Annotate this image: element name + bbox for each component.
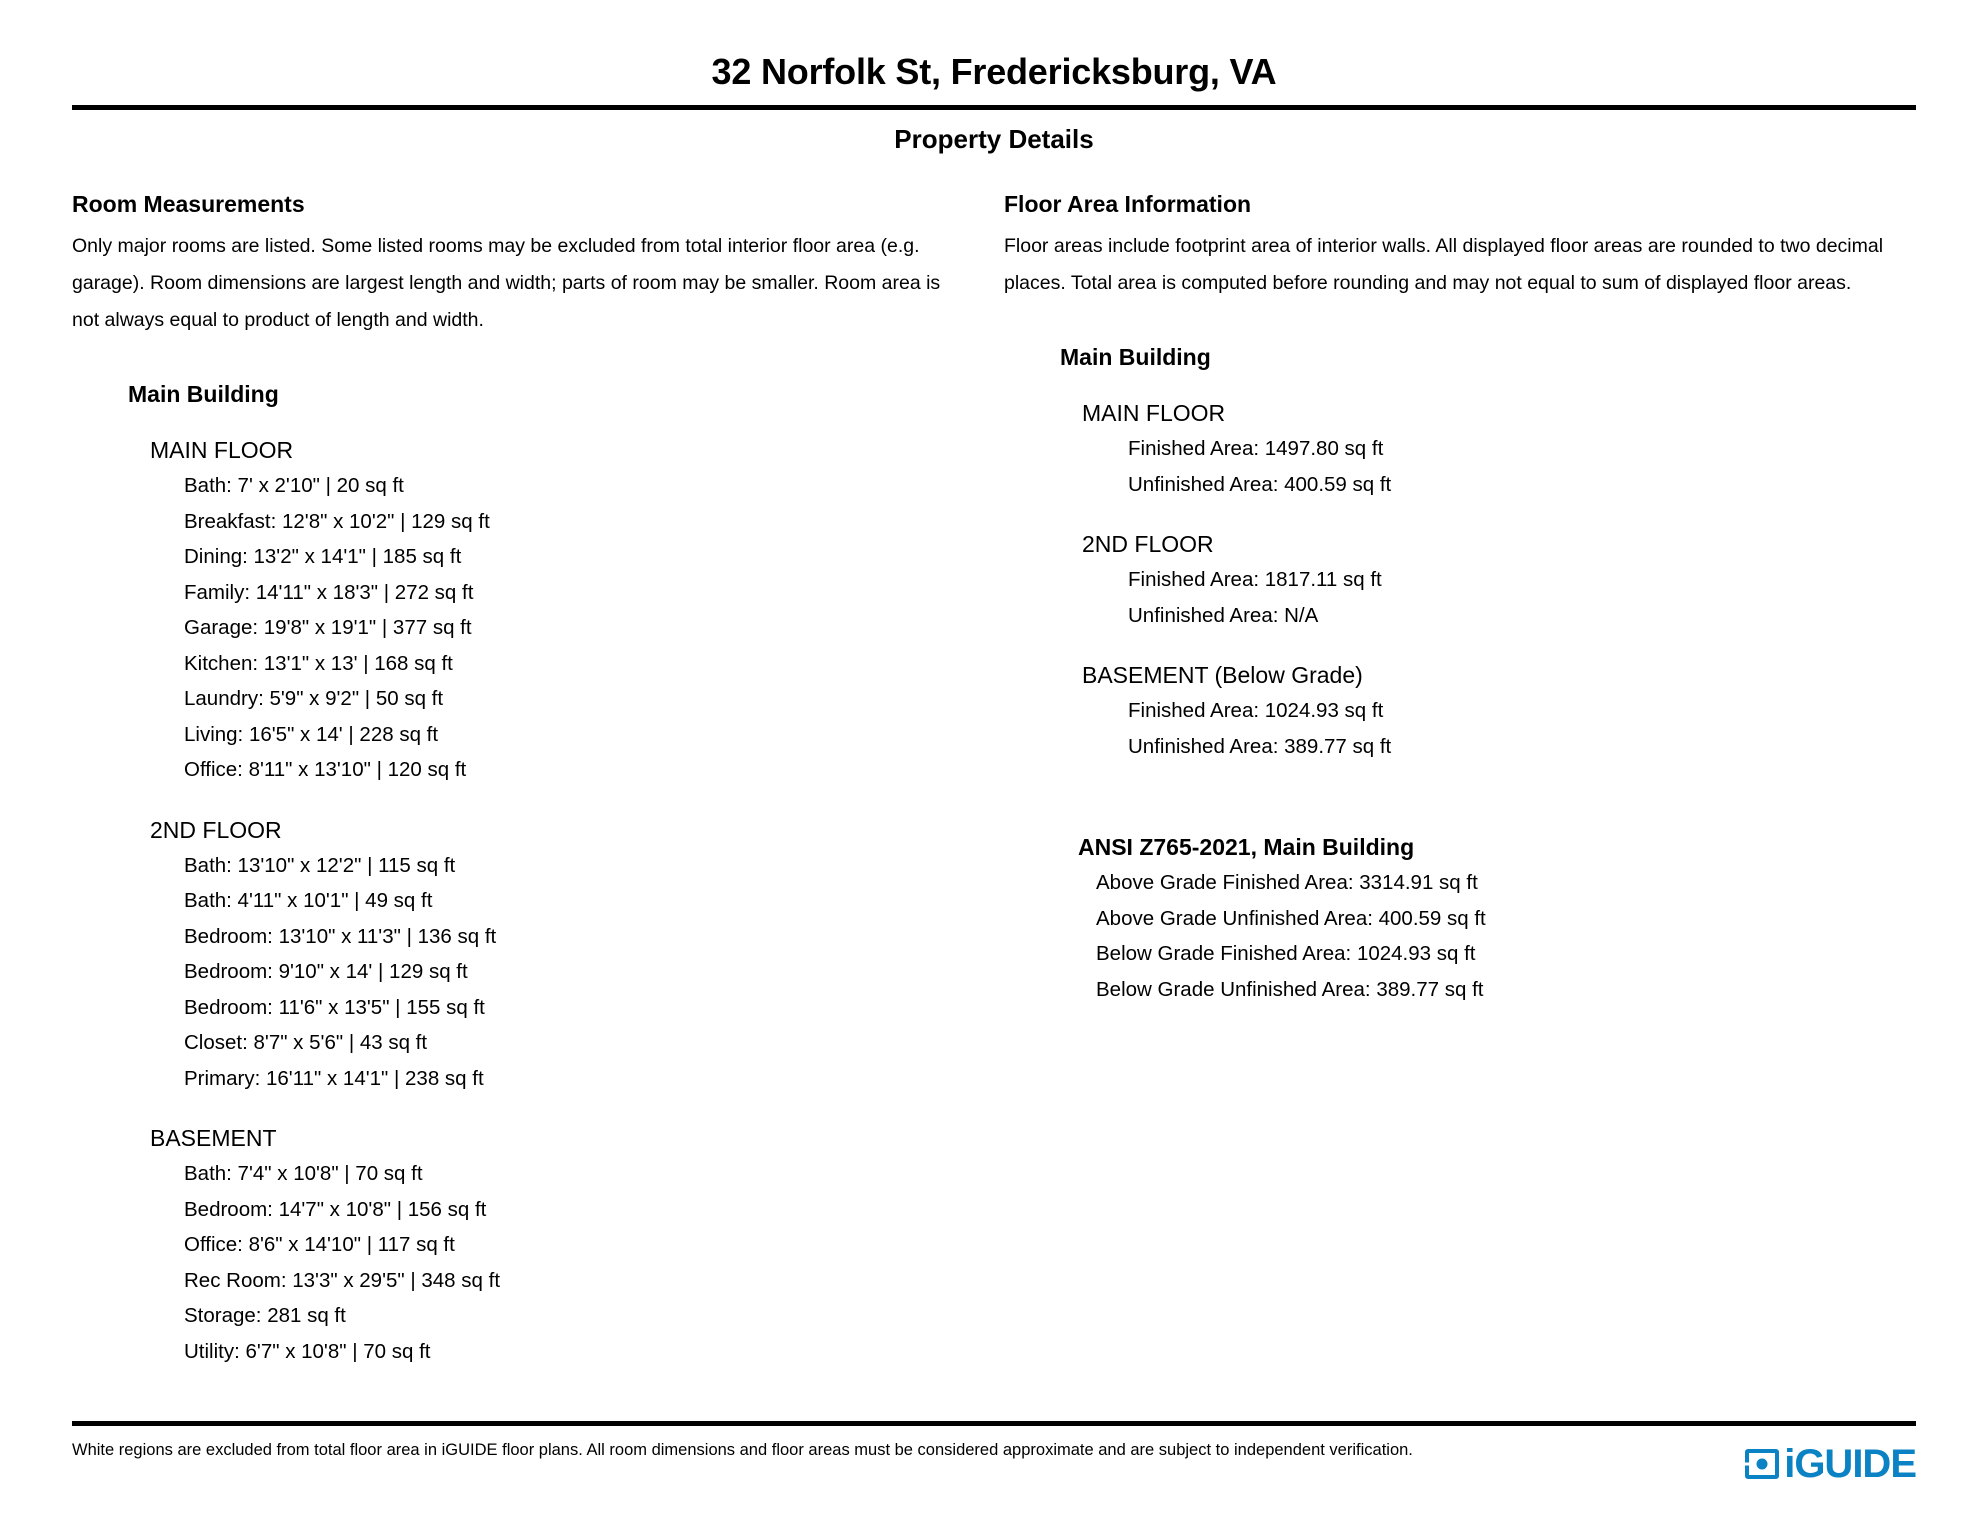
- floor-block-basement: [72, 1120, 954, 1369]
- floor-area-note: Floor areas include footprint area of interior walls. All displayed floor areas are rounded to two decimal places. Total area is computed before rounding and may not equal to sum of displayed floor areas.: [1004, 235, 1884, 295]
- area-item: Unfinished Area: 400.59 sq ft: [1128, 472, 1392, 496]
- room-item: Bath: 7'4" x 10'8" | 70 sq ft: [184, 1162, 423, 1186]
- page-subtitle: Property Details: [894, 123, 1094, 154]
- room-item: Office: 8'11" x 13'10" | 120 sq ft: [184, 758, 467, 782]
- area-item: Unfinished Area: 389.77 sq ft: [1128, 734, 1392, 758]
- floor-name: 2ND FLOOR: [1082, 531, 1214, 558]
- room-measurements-note: Only major rooms are listed. Some listed rooms may be excluded from total interior floor area (e.g. garage). Room dimensions are largest length and width; parts of room may be smaller. Room area is not always equal to product of length and width.: [72, 235, 941, 332]
- room-item: Laundry: 5'9" x 9'2" | 50 sq ft: [184, 687, 444, 711]
- floor-name: MAIN FLOOR: [1082, 400, 1226, 427]
- room-measurements-heading: Room Measurements: [72, 191, 305, 218]
- room-item: Bath: 7' x 2'10" | 20 sq ft: [184, 474, 404, 498]
- room-item: Office: 8'6" x 14'10" | 117 sq ft: [184, 1233, 455, 1257]
- room-item: Bedroom: 13'10" x 11'3" | 136 sq ft: [184, 924, 497, 948]
- floor-block-second: [72, 812, 954, 1097]
- room-measurements-column: [72, 191, 994, 1369]
- room-item: Bedroom: 9'10" x 14' | 129 sq ft: [184, 960, 468, 984]
- floor-block-main: [72, 432, 954, 788]
- page-footer: [72, 1421, 1916, 1484]
- area-item: Finished Area: 1024.93 sq ft: [1128, 699, 1384, 723]
- room-item: Rec Room: 13'3" x 29'5" | 348 sq ft: [184, 1268, 501, 1292]
- floor-area-column: [994, 191, 1916, 1369]
- page-title: 32 Norfolk St, Fredericksburg, VA: [711, 51, 1277, 92]
- room-measurements-building: [72, 381, 954, 1369]
- iguide-logo-text: iGUIDE: [1784, 1442, 1916, 1486]
- floor-area-building: [1004, 344, 1916, 1007]
- area-item: Finished Area: 1497.80 sq ft: [1128, 437, 1384, 461]
- camera-icon: [1745, 1449, 1779, 1479]
- room-item: Bedroom: 14'7" x 10'8" | 156 sq ft: [184, 1197, 487, 1221]
- room-item: Dining: 13'2" x 14'1" | 185 sq ft: [184, 545, 462, 569]
- area-block-second: [1004, 526, 1916, 633]
- ansi-item: Below Grade Finished Area: 1024.93 sq ft: [1096, 942, 1476, 966]
- room-item: Breakfast: 12'8" x 10'2" | 129 sq ft: [184, 509, 490, 533]
- ansi-title: ANSI Z765-2021, Main Building: [1078, 834, 1415, 861]
- room-item: Closet: 8'7" x 5'6" | 43 sq ft: [184, 1031, 428, 1055]
- floor-name: MAIN FLOOR: [150, 437, 294, 464]
- room-item: Utility: 6'7" x 10'8" | 70 sq ft: [184, 1339, 431, 1363]
- floor-name: BASEMENT (Below Grade): [1082, 662, 1363, 689]
- ansi-item: Below Grade Unfinished Area: 389.77 sq ft: [1096, 977, 1484, 1001]
- floor-name: 2ND FLOOR: [150, 816, 282, 843]
- room-item: Kitchen: 13'1" x 13' | 168 sq ft: [184, 651, 453, 675]
- footer-body: [72, 1426, 1916, 1484]
- floor-area-heading: Floor Area Information: [1004, 191, 1252, 218]
- room-item: Family: 14'11" x 18'3" | 272 sq ft: [184, 580, 474, 604]
- area-item: Finished Area: 1817.11 sq ft: [1128, 568, 1382, 592]
- building-name: Main Building: [128, 381, 279, 408]
- ansi-item: Above Grade Finished Area: 3314.91 sq ft: [1096, 871, 1478, 895]
- ansi-item: Above Grade Unfinished Area: 400.59 sq ft: [1096, 906, 1486, 930]
- room-item: Bath: 4'11" x 10'1" | 49 sq ft: [184, 889, 433, 913]
- room-item: Garage: 19'8" x 19'1" | 377 sq ft: [184, 616, 472, 640]
- building-name: Main Building: [1060, 344, 1211, 371]
- room-item: Primary: 16'11" x 14'1" | 238 sq ft: [184, 1066, 484, 1090]
- room-item: Bedroom: 11'6" x 13'5" | 155 sq ft: [184, 995, 485, 1019]
- iguide-logo: [1745, 1444, 1916, 1484]
- room-item: Bath: 13'10" x 12'2" | 115 sq ft: [184, 853, 456, 877]
- room-item: Storage: 281 sq ft: [184, 1304, 346, 1328]
- ansi-standard-block: [1004, 834, 1916, 1007]
- content-columns: [72, 191, 1916, 1369]
- area-block-basement: [1004, 657, 1916, 764]
- room-item: Living: 16'5" x 14' | 228 sq ft: [184, 722, 439, 746]
- area-item: Unfinished Area: N/A: [1128, 603, 1319, 627]
- area-block-main: [1004, 395, 1916, 502]
- footer-disclaimer: White regions are excluded from total floor area in iGUIDE floor plans. All room dimensions and floor areas must be considered approximate and are subject to independent verification.: [72, 1441, 1413, 1459]
- floor-name: BASEMENT: [150, 1125, 277, 1152]
